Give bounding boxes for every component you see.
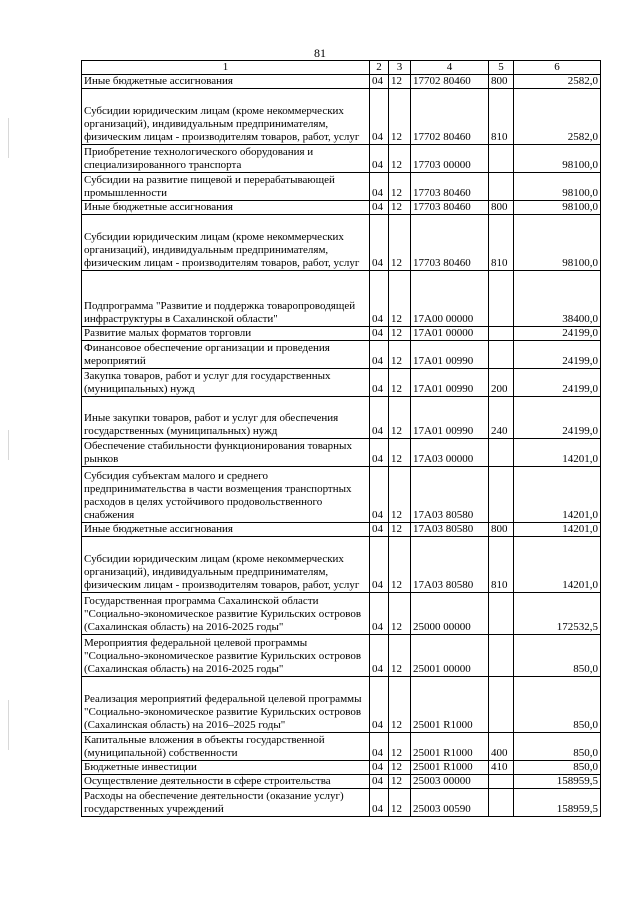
expense-type-cell <box>489 775 514 789</box>
page-number: 81 <box>314 46 326 60</box>
amount-cell: 24199,0 <box>514 369 601 397</box>
amount-cell: 24199,0 <box>514 327 601 341</box>
row-name-cell: Субсидии юридическим лицам (кроме некоммерческих организаций), индивидуальным предпринимателям, физическим лицам - производителям товаров, работ, услуг <box>82 215 370 271</box>
subsection-cell: 12 <box>389 215 411 271</box>
amount-cell: 98100,0 <box>514 173 601 201</box>
amount-cell: 14201,0 <box>514 523 601 537</box>
subsection-cell: 12 <box>389 789 411 817</box>
amount-cell: 172532,5 <box>514 593 601 635</box>
target-code-cell: 17702 80460 <box>411 75 489 89</box>
expense-type-cell <box>489 327 514 341</box>
amount-cell: 14201,0 <box>514 439 601 467</box>
row-name-cell: Приобретение технологического оборудования и специализированного транспорта <box>82 145 370 173</box>
table-row <box>82 397 601 439</box>
target-code-cell: 25001 R1000 <box>411 733 489 761</box>
scan-margin-mark <box>8 118 9 158</box>
target-code-cell: 17А03 80580 <box>411 467 489 523</box>
section-cell: 04 <box>370 341 389 369</box>
subsection-cell: 12 <box>389 593 411 635</box>
section-cell: 04 <box>370 271 389 327</box>
table-row <box>82 215 601 271</box>
subsection-cell: 12 <box>389 635 411 677</box>
column-header: 3 <box>389 61 411 75</box>
section-cell: 04 <box>370 215 389 271</box>
expense-type-cell: 800 <box>489 75 514 89</box>
subsection-cell: 12 <box>389 341 411 369</box>
expense-type-cell <box>489 439 514 467</box>
subsection-cell: 12 <box>389 271 411 327</box>
section-cell: 04 <box>370 635 389 677</box>
budget-table <box>81 60 601 817</box>
section-cell: 04 <box>370 173 389 201</box>
table-row <box>82 789 601 817</box>
amount-cell: 2582,0 <box>514 89 601 145</box>
table-row <box>82 89 601 145</box>
row-name-cell: Реализация мероприятий федеральной целевой программы "Социально-экономическое развитие Курильских островов (Сахалинская область) на 2016–2025 годы" <box>82 677 370 733</box>
amount-cell: 850,0 <box>514 635 601 677</box>
amount-cell: 98100,0 <box>514 215 601 271</box>
table-row <box>82 75 601 89</box>
target-code-cell: 25001 R1000 <box>411 677 489 733</box>
section-cell: 04 <box>370 677 389 733</box>
expense-type-cell <box>489 271 514 327</box>
row-name-cell: Осуществление деятельности в сфере строительства <box>82 775 370 789</box>
subsection-cell: 12 <box>389 467 411 523</box>
subsection-cell: 12 <box>389 89 411 145</box>
row-name-cell: Субсидии юридическим лицам (кроме некоммерческих организаций), индивидуальным предпринимателям, физическим лицам - производителям товаров, работ, услуг <box>82 89 370 145</box>
section-cell: 04 <box>370 89 389 145</box>
subsection-cell: 12 <box>389 537 411 593</box>
amount-cell: 14201,0 <box>514 467 601 523</box>
amount-cell: 14201,0 <box>514 537 601 593</box>
section-cell: 04 <box>370 523 389 537</box>
target-code-cell: 17702 80460 <box>411 89 489 145</box>
row-name-cell: Субсидии на развитие пищевой и перерабатывающей промышленности <box>82 173 370 201</box>
section-cell: 04 <box>370 593 389 635</box>
amount-cell: 850,0 <box>514 733 601 761</box>
subsection-cell: 12 <box>389 733 411 761</box>
table-row <box>82 677 601 733</box>
table-row <box>82 635 601 677</box>
amount-cell: 98100,0 <box>514 201 601 215</box>
header-row <box>82 61 601 75</box>
subsection-cell: 12 <box>389 75 411 89</box>
subsection-cell: 12 <box>389 677 411 733</box>
section-cell: 04 <box>370 537 389 593</box>
amount-cell: 24199,0 <box>514 341 601 369</box>
target-code-cell: 25000 00000 <box>411 593 489 635</box>
row-name-cell: Субсидии юридическим лицам (кроме некоммерческих организаций), индивидуальным предпринимателям, физическим лицам - производителям товаров, работ, услуг <box>82 537 370 593</box>
row-name-cell: Иные бюджетные ассигнования <box>82 523 370 537</box>
subsection-cell: 12 <box>389 145 411 173</box>
table-row <box>82 761 601 775</box>
amount-cell: 2582,0 <box>514 75 601 89</box>
section-cell: 04 <box>370 775 389 789</box>
table-row <box>82 775 601 789</box>
target-code-cell: 17А00 00000 <box>411 271 489 327</box>
row-name-cell: Финансовое обеспечение организации и проведения мероприятий <box>82 341 370 369</box>
target-code-cell: 17А03 80580 <box>411 523 489 537</box>
subsection-cell: 12 <box>389 369 411 397</box>
expense-type-cell: 400 <box>489 733 514 761</box>
table-row <box>82 733 601 761</box>
expense-type-cell <box>489 635 514 677</box>
section-cell: 04 <box>370 397 389 439</box>
amount-cell: 98100,0 <box>514 145 601 173</box>
expense-type-cell: 240 <box>489 397 514 439</box>
column-header: 6 <box>514 61 601 75</box>
scan-margin-mark <box>8 430 9 460</box>
subsection-cell: 12 <box>389 397 411 439</box>
expense-type-cell <box>489 467 514 523</box>
scan-margin-mark <box>8 700 9 750</box>
expense-type-cell <box>489 341 514 369</box>
table-row <box>82 271 601 327</box>
subsection-cell: 12 <box>389 523 411 537</box>
amount-cell: 24199,0 <box>514 397 601 439</box>
section-cell: 04 <box>370 733 389 761</box>
row-name-cell: Развитие малых форматов торговли <box>82 327 370 341</box>
section-cell: 04 <box>370 327 389 341</box>
expense-type-cell: 810 <box>489 537 514 593</box>
column-header: 1 <box>82 61 370 75</box>
expense-type-cell <box>489 173 514 201</box>
column-header: 2 <box>370 61 389 75</box>
row-name-cell: Иные бюджетные ассигнования <box>82 75 370 89</box>
subsection-cell: 12 <box>389 173 411 201</box>
expense-type-cell <box>489 145 514 173</box>
expense-type-cell: 800 <box>489 201 514 215</box>
expense-type-cell: 200 <box>489 369 514 397</box>
subsection-cell: 12 <box>389 775 411 789</box>
row-name-cell: Обеспечение стабильности функционирования товарных рынков <box>82 439 370 467</box>
target-code-cell: 17703 00000 <box>411 145 489 173</box>
section-cell: 04 <box>370 467 389 523</box>
row-name-cell: Капитальные вложения в объекты государственной (муниципальной) собственности <box>82 733 370 761</box>
section-cell: 04 <box>370 201 389 215</box>
row-name-cell: Иные закупки товаров, работ и услуг для обеспечения государственных (муниципальных) нужд <box>82 397 370 439</box>
table-row <box>82 523 601 537</box>
target-code-cell: 25001 00000 <box>411 635 489 677</box>
subsection-cell: 12 <box>389 201 411 215</box>
expense-type-cell <box>489 593 514 635</box>
table-row <box>82 537 601 593</box>
column-header: 4 <box>411 61 489 75</box>
section-cell: 04 <box>370 439 389 467</box>
row-name-cell: Закупка товаров, работ и услуг для государственных (муниципальных) нужд <box>82 369 370 397</box>
expense-type-cell: 410 <box>489 761 514 775</box>
section-cell: 04 <box>370 761 389 775</box>
expense-type-cell: 810 <box>489 89 514 145</box>
target-code-cell: 17А03 80580 <box>411 537 489 593</box>
target-code-cell: 25003 00000 <box>411 775 489 789</box>
table-row <box>82 369 601 397</box>
column-header: 5 <box>489 61 514 75</box>
row-name-cell: Государственная программа Сахалинской области "Социально-экономическое развитие Курильских островов (Сахалинская область) на 2016-2025 годы" <box>82 593 370 635</box>
table-row <box>82 173 601 201</box>
target-code-cell: 17А01 00990 <box>411 341 489 369</box>
target-code-cell: 17А03 00000 <box>411 439 489 467</box>
row-name-cell: Иные бюджетные ассигнования <box>82 201 370 215</box>
target-code-cell: 17А01 00990 <box>411 369 489 397</box>
section-cell: 04 <box>370 369 389 397</box>
table-row <box>82 145 601 173</box>
amount-cell: 38400,0 <box>514 271 601 327</box>
target-code-cell: 25001 R1000 <box>411 761 489 775</box>
subsection-cell: 12 <box>389 761 411 775</box>
target-code-cell: 17А01 00000 <box>411 327 489 341</box>
section-cell: 04 <box>370 75 389 89</box>
row-name-cell: Расходы на обеспечение деятельности (оказание услуг) государственных учреждений <box>82 789 370 817</box>
subsection-cell: 12 <box>389 439 411 467</box>
expense-type-cell <box>489 789 514 817</box>
table-row <box>82 467 601 523</box>
row-name-cell: Субсидия субъектам малого и среднего предпринимательства в части возмещения транспортных расходов в целях устойчивого продовольственного снабжения <box>82 467 370 523</box>
row-name-cell: Мероприятия федеральной целевой программы "Социально-экономическое развитие Курильских островов (Сахалинская область) на 2016-2025 годы" <box>82 635 370 677</box>
subsection-cell: 12 <box>389 327 411 341</box>
table-row <box>82 201 601 215</box>
target-code-cell: 25003 00590 <box>411 789 489 817</box>
expense-type-cell: 800 <box>489 523 514 537</box>
table-row <box>82 593 601 635</box>
amount-cell: 158959,5 <box>514 775 601 789</box>
expense-type-cell <box>489 677 514 733</box>
amount-cell: 850,0 <box>514 761 601 775</box>
row-name-cell: Бюджетные инвестиции <box>82 761 370 775</box>
table-row <box>82 341 601 369</box>
amount-cell: 850,0 <box>514 677 601 733</box>
target-code-cell: 17А01 00990 <box>411 397 489 439</box>
target-code-cell: 17703 80460 <box>411 173 489 201</box>
table-row <box>82 439 601 467</box>
target-code-cell: 17703 80460 <box>411 215 489 271</box>
section-cell: 04 <box>370 145 389 173</box>
amount-cell: 158959,5 <box>514 789 601 817</box>
expense-type-cell: 810 <box>489 215 514 271</box>
target-code-cell: 17703 80460 <box>411 201 489 215</box>
row-name-cell: Подпрограмма "Развитие и поддержка товаропроводящей инфраструктуры в Сахалинской области" <box>82 271 370 327</box>
section-cell: 04 <box>370 789 389 817</box>
table-row <box>82 327 601 341</box>
